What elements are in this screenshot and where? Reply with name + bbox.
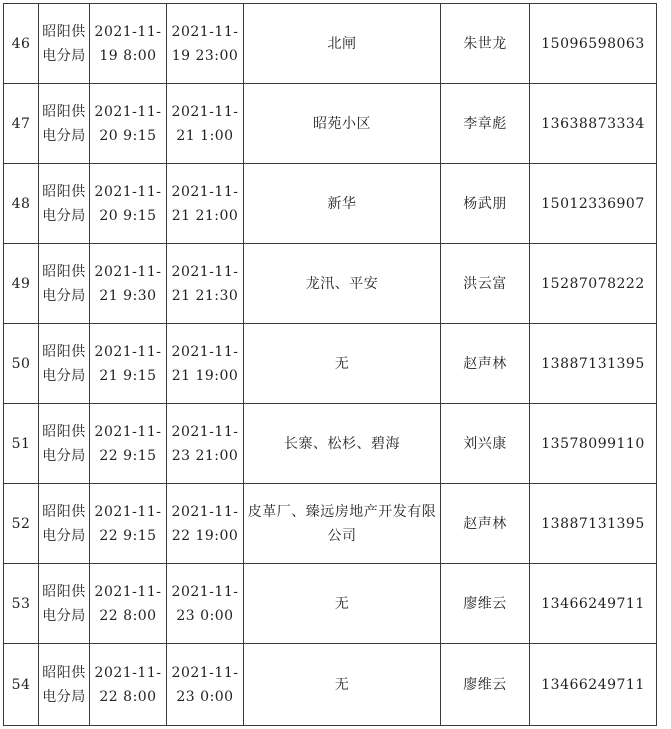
area-cell — [244, 484, 441, 564]
row-number: 54 — [4, 644, 39, 726]
unit-cell — [39, 484, 90, 564]
end-time-cell — [167, 244, 244, 324]
row-number: 47 — [4, 84, 39, 164]
contact-name: 杨武朋 — [441, 164, 530, 244]
unit-cell — [39, 4, 90, 84]
table-row — [4, 324, 657, 404]
end-time-cell — [167, 404, 244, 484]
area-cell — [244, 404, 441, 484]
contact-name: 廖维云 — [441, 644, 530, 726]
outage-table — [3, 3, 657, 726]
contact-phone: 13466249711 — [530, 564, 657, 644]
start-time-cell — [90, 644, 167, 726]
end-time-cell — [167, 324, 244, 404]
end-time: 2021-11-23 0:00 — [171, 583, 239, 624]
table-row — [4, 4, 657, 84]
area-cell — [244, 164, 441, 244]
area-cell — [244, 84, 441, 164]
unit-cell — [39, 84, 90, 164]
unit-cell — [39, 644, 90, 726]
area-cell — [244, 244, 441, 324]
start-time: 2021-11-19 8:00 — [94, 23, 162, 64]
contact-name: 朱世龙 — [441, 4, 530, 84]
unit-cell — [39, 324, 90, 404]
area-text: 龙汛、平安 — [305, 275, 379, 292]
area-text: 长寨、松杉、碧海 — [284, 435, 400, 452]
end-time: 2021-11-23 21:00 — [171, 423, 239, 464]
end-time: 2021-11-19 23:00 — [171, 23, 239, 64]
end-time-cell — [167, 644, 244, 726]
unit-name: 昭阳供电分局 — [42, 423, 86, 464]
area-cell — [244, 4, 441, 84]
table-row — [4, 164, 657, 244]
start-time: 2021-11-22 9:15 — [94, 423, 162, 464]
end-time: 2021-11-21 1:00 — [171, 103, 239, 144]
unit-cell — [39, 564, 90, 644]
contact-phone: 13887131395 — [530, 324, 657, 404]
area-text: 北闸 — [327, 35, 357, 52]
start-time: 2021-11-21 9:15 — [94, 343, 162, 384]
start-time-cell — [90, 484, 167, 564]
start-time: 2021-11-22 8:00 — [94, 583, 162, 624]
contact-name: 李章彪 — [441, 84, 530, 164]
area-cell — [244, 644, 441, 726]
contact-phone: 13466249711 — [530, 644, 657, 726]
contact-phone: 15287078222 — [530, 244, 657, 324]
area-text: 皮革厂、臻远房地产开发有限公司 — [247, 503, 437, 544]
end-time-cell — [167, 564, 244, 644]
row-number: 48 — [4, 164, 39, 244]
area-text: 昭苑小区 — [313, 115, 371, 132]
start-time-cell — [90, 404, 167, 484]
unit-cell — [39, 244, 90, 324]
start-time-cell — [90, 84, 167, 164]
unit-cell — [39, 404, 90, 484]
end-time: 2021-11-23 0:00 — [171, 664, 239, 705]
contact-phone: 13887131395 — [530, 484, 657, 564]
table-row — [4, 644, 657, 726]
unit-name: 昭阳供电分局 — [42, 23, 86, 64]
table-row — [4, 404, 657, 484]
row-number: 51 — [4, 404, 39, 484]
row-number: 49 — [4, 244, 39, 324]
contact-name: 洪云富 — [441, 244, 530, 324]
start-time: 2021-11-20 9:15 — [94, 183, 162, 224]
start-time: 2021-11-22 9:15 — [94, 503, 162, 544]
end-time-cell — [167, 4, 244, 84]
table-row — [4, 244, 657, 324]
end-time: 2021-11-21 21:30 — [171, 263, 239, 304]
contact-phone: 13578099110 — [530, 404, 657, 484]
end-time: 2021-11-21 21:00 — [171, 183, 239, 224]
contact-name: 廖维云 — [441, 564, 530, 644]
unit-name: 昭阳供电分局 — [42, 263, 86, 304]
unit-name: 昭阳供电分局 — [42, 183, 86, 224]
unit-name: 昭阳供电分局 — [42, 343, 86, 384]
table-row — [4, 484, 657, 564]
table-row — [4, 84, 657, 164]
start-time-cell — [90, 164, 167, 244]
start-time: 2021-11-22 8:00 — [94, 664, 162, 705]
unit-cell — [39, 164, 90, 244]
end-time-cell — [167, 164, 244, 244]
end-time-cell — [167, 84, 244, 164]
contact-name: 赵声林 — [441, 324, 530, 404]
start-time: 2021-11-21 9:30 — [94, 263, 162, 304]
area-cell — [244, 324, 441, 404]
end-time: 2021-11-22 19:00 — [171, 503, 239, 544]
row-number: 53 — [4, 564, 39, 644]
outage-table-body — [4, 4, 657, 726]
row-number: 52 — [4, 484, 39, 564]
row-number: 50 — [4, 324, 39, 404]
unit-name: 昭阳供电分局 — [42, 103, 86, 144]
end-time: 2021-11-21 19:00 — [171, 343, 239, 384]
area-text: 无 — [334, 676, 350, 693]
unit-name: 昭阳供电分局 — [42, 583, 86, 624]
contact-phone: 15096598063 — [530, 4, 657, 84]
start-time-cell — [90, 4, 167, 84]
area-text: 新华 — [327, 195, 357, 212]
contact-name: 赵声林 — [441, 484, 530, 564]
contact-name: 刘兴康 — [441, 404, 530, 484]
unit-name: 昭阳供电分局 — [42, 664, 86, 705]
contact-phone: 13638873334 — [530, 84, 657, 164]
end-time-cell — [167, 484, 244, 564]
start-time-cell — [90, 244, 167, 324]
area-text: 无 — [334, 355, 350, 372]
area-text: 无 — [334, 595, 350, 612]
row-number: 46 — [4, 4, 39, 84]
start-time-cell — [90, 564, 167, 644]
start-time: 2021-11-20 9:15 — [94, 103, 162, 144]
contact-phone: 15012336907 — [530, 164, 657, 244]
unit-name: 昭阳供电分局 — [42, 503, 86, 544]
start-time-cell — [90, 324, 167, 404]
area-cell — [244, 564, 441, 644]
table-row — [4, 564, 657, 644]
